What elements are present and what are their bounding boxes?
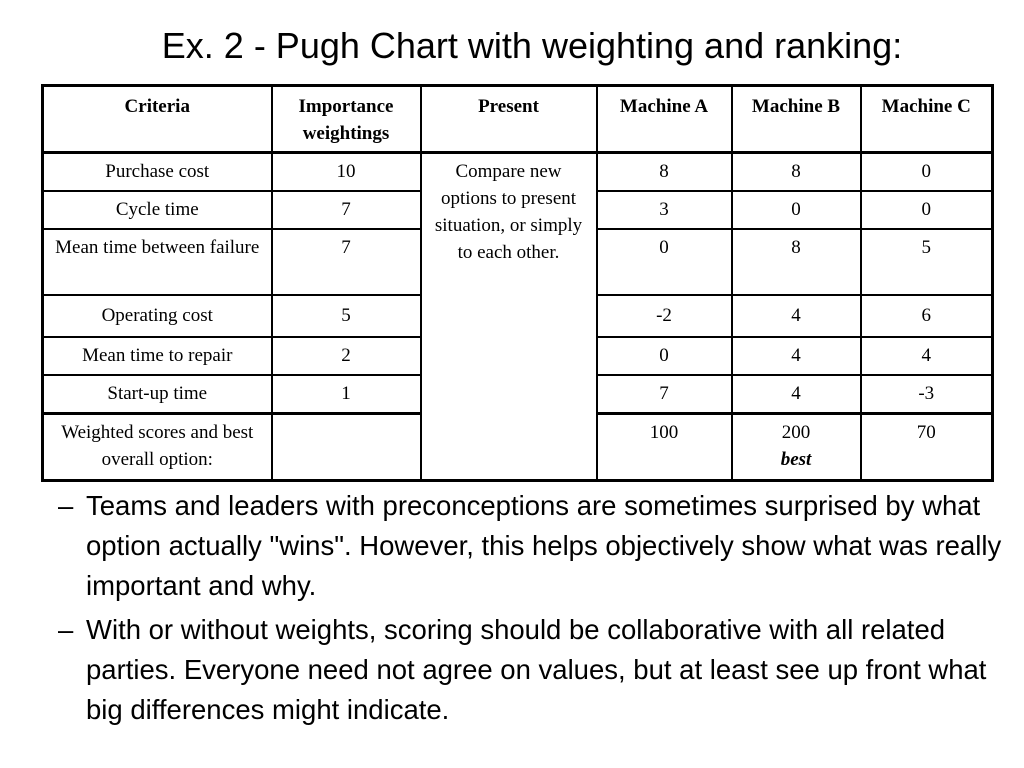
machine-a-score: 3 [597, 191, 732, 229]
machine-c-total: 70 [861, 414, 993, 481]
slide-title: Ex. 2 - Pugh Chart with weighting and ranking: [161, 25, 903, 66]
machine-b-score: 8 [732, 229, 861, 295]
machine-a-score: 0 [597, 337, 732, 375]
criteria-cell: Cycle time [43, 191, 272, 229]
header-machine-b: Machine B [732, 86, 861, 153]
machine-b-score: 4 [732, 375, 861, 414]
bullet-dash: – [58, 490, 74, 521]
criteria-cell: Purchase cost [43, 153, 272, 192]
best-option-label: best [780, 449, 812, 470]
machine-b-score: 0 [732, 191, 861, 229]
machine-c-score: 5 [861, 229, 993, 295]
weight-cell: 1 [272, 375, 421, 414]
totals-label: Weighted scores and best overall option: [43, 414, 272, 481]
header-machine-a: Machine A [597, 86, 732, 153]
weight-cell: 5 [272, 295, 421, 337]
bullet-item [58, 486, 1008, 606]
machine-b-score: 4 [732, 295, 861, 337]
weight-cell: 10 [272, 153, 421, 192]
machine-b-score: 8 [732, 153, 861, 192]
machine-c-score: 0 [861, 153, 993, 192]
machine-c-score: 0 [861, 191, 993, 229]
bullet-text: Teams and leaders with preconceptions are sometimes surprised by what option actually "wins". However, this helps objectively show what was really important and why. [86, 490, 1002, 601]
weight-cell: 2 [272, 337, 421, 375]
table-header-row [43, 86, 993, 153]
weight-cell: 7 [272, 229, 421, 295]
weight-cell: 7 [272, 191, 421, 229]
machine-a-score: 7 [597, 375, 732, 414]
header-importance-weightings: Importance weightings [272, 86, 421, 153]
machine-b-score: 4 [732, 337, 861, 375]
bullet-list [58, 486, 1008, 734]
machine-c-score: 6 [861, 295, 993, 337]
table-row [43, 153, 993, 192]
machine-c-score: -3 [861, 375, 993, 414]
criteria-cell: Mean time between failure [43, 229, 272, 295]
machine-a-score: 8 [597, 153, 732, 192]
header-present: Present [421, 86, 597, 153]
criteria-cell: Start-up time [43, 375, 272, 414]
bullet-dash: – [58, 614, 74, 645]
totals-weight-cell [272, 414, 421, 481]
machine-a-score: 0 [597, 229, 732, 295]
present-note-cell: Compare new options to present situation, or simply to each other. [421, 153, 597, 481]
machine-a-score: -2 [597, 295, 732, 337]
pugh-chart-table [41, 84, 994, 482]
criteria-cell: Mean time to repair [43, 337, 272, 375]
criteria-cell: Operating cost [43, 295, 272, 337]
bullet-text: With or without weights, scoring should be collaborative with all related parties. Everyone need not agree on values, but at least see up front what big differences might indicate. [86, 614, 987, 725]
machine-b-total-cell [732, 414, 861, 481]
bullet-item [58, 610, 1008, 730]
machine-b-total: 200 [781, 422, 811, 443]
header-machine-c: Machine C [861, 86, 993, 153]
header-criteria: Criteria [43, 86, 272, 153]
machine-c-score: 4 [861, 337, 993, 375]
machine-a-total: 100 [597, 414, 732, 481]
